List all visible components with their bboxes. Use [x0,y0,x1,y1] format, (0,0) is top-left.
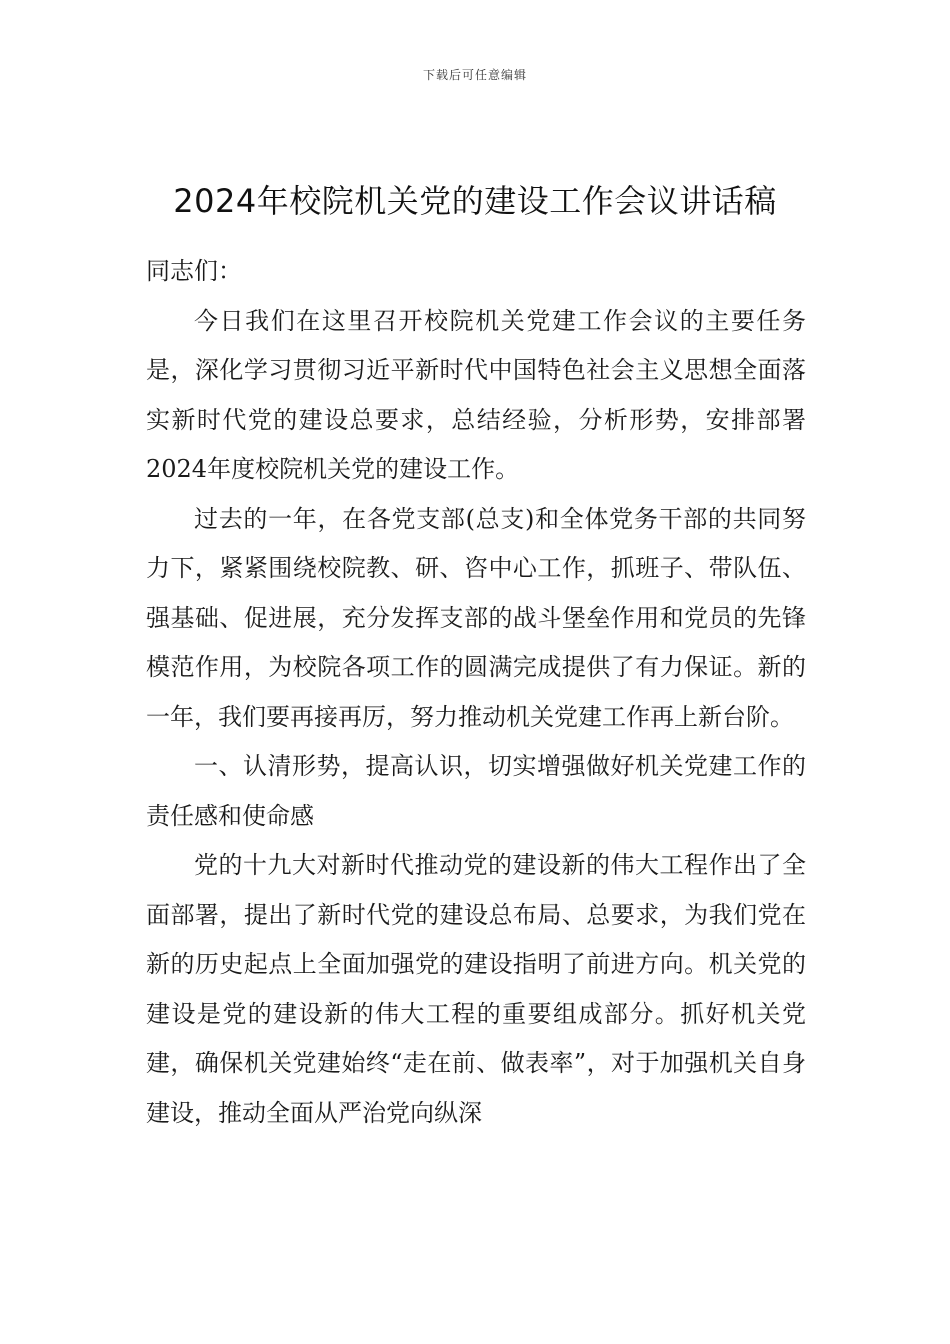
document-body [146,247,806,1138]
header-note: 下载后可任意编辑 [422,68,527,82]
section-heading-1: 一、认清形势，提高认识，切实增强做好机关党建工作的责任感和使命感 [146,752,806,830]
paragraph-section-1: 党的十九大对新时代推动党的建设新的伟大工程作出了全面部署，提出了新时代党的建设总布局、总要求，为我们党在新的历史起点上全面加强党的建设指明了前进方向。机关党的建设是党的建设新的伟大工程的重要组成部分。抓好机关党建，确保机关党建始终“走在前、做表率”，对于加强机关自身建设，推动全面从严治党向纵深 [146,851,806,1127]
document-title: 2024年校院机关党的建设工作会议讲话稿 [173,182,777,220]
paragraph-review: 过去的一年，在各党支部(总支)和全体党务干部的共同努力下，紧紧围绕校院教、研、咨中心工作，抓班子、带队伍、强基础、促进展，充分发挥支部的战斗堡垒作用和党员的先锋模范作用，为校院各项工作的圆满完成提供了有力保证。新的一年，我们要再接再厉，努力推动机关党建工作再上新台阶。 [146,504,806,731]
paragraph-intro: 今日我们在这里召开校院机关党建工作会议的主要任务是，深化学习贯彻习近平新时代中国特色社会主义思想全面落实新时代党的建设总要求，总结经验，分析形势，安排部署2024年度校院机关党的建设工作。 [146,306,806,483]
salutation: 同志们： [146,257,242,285]
